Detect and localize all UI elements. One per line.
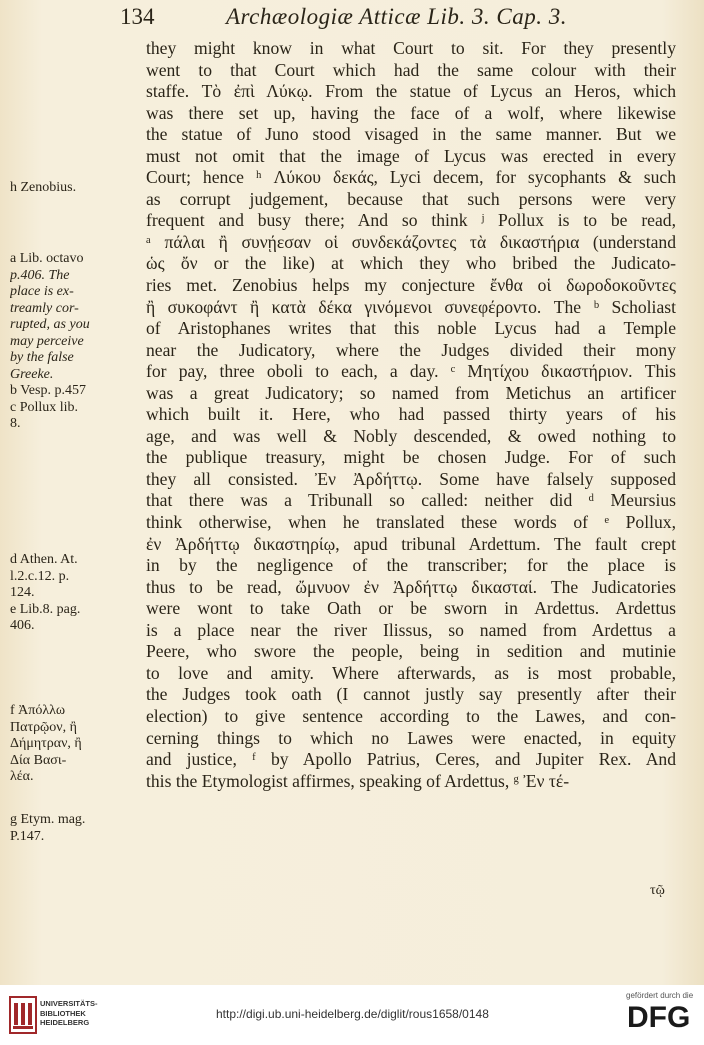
text-line: frequent and busy there; And so think ʲ Pollux is to be read, — [146, 210, 676, 231]
text-line: the Judges took oath (I cannot justly say presently after their — [146, 684, 676, 705]
text-line: and justice, ᶠ by Apollo Patrius, Ceres, and Jupiter Rex. And — [146, 749, 676, 770]
text-line: election) to give sentence according to the Lawes, and con- — [146, 705, 676, 726]
margin-note-line: f Ἀπόλλω — [10, 703, 66, 718]
margin-note-line: Δία Βασι- — [10, 752, 67, 768]
margin-note-line: b Vesp. p.457 — [10, 383, 86, 398]
library-name-line: BIBLIOTHEK — [40, 1008, 86, 1018]
margin-note-line: g Etym. mag. — [10, 812, 86, 827]
margin-note-line: c Pollux lib. — [10, 399, 79, 415]
text-line: ries met. Zenobius helps my conjecture ἔνθα οἱ δωροδοκοῦντες — [146, 275, 676, 296]
text-line: which built it. Here, who had passed thirty years of his — [146, 404, 676, 425]
margin-note-line: l.2.c.12. p. — [10, 568, 70, 584]
text-line: the statue of Juno stood visaged in the same manner. But we — [146, 124, 676, 145]
margin-note-line: 8. — [10, 416, 21, 431]
page-number: 134 — [120, 4, 155, 29]
library-name-line: HEIDELBERG — [40, 1018, 90, 1027]
margin-note-line: P.147. — [10, 828, 45, 844]
text-line: Peere, who swore the people, being in sedition and mutinie — [146, 641, 676, 662]
text-line: age, and was well & Nobly descended, & owed nothing to — [146, 425, 676, 446]
text-line: they might know in what Court to sit. For they presently — [146, 38, 676, 58]
library-name — [40, 999, 98, 1028]
text-line: the publique treasury, might be chosen Judge. For of such — [146, 447, 676, 468]
dfg-logo-text: DFG — [627, 1001, 691, 1031]
text-line: were wont to take Oath or be sworn in Ardettus. Ardettus — [146, 598, 676, 619]
margin-note-a — [10, 251, 140, 433]
text-line: is a place near the river Ilissus, so named from Ardettus a — [146, 619, 676, 640]
text-line: ἐν Ἀρδήττῳ δικαστηρίῳ, apud tribunal Ardettum. The fault crept — [146, 533, 676, 554]
text-line: was a great Judicatory; so named from Metichus an artificer — [146, 382, 676, 403]
margin-note-zenobius — [10, 180, 140, 197]
margin-note-f — [10, 703, 140, 786]
main-text-column — [146, 38, 676, 792]
running-header — [120, 4, 690, 38]
text-line: must not omit that the image of Lycus was erected in every — [146, 145, 676, 166]
text-line: staffe. Τὸ ἐπὶ Λύκῳ. From the statue of Lycus an Heros, which — [146, 81, 676, 102]
library-name-line: UNIVERSITÄTS- — [40, 999, 98, 1008]
text-line: near the Judicatory, where the Judges divided their mony — [146, 339, 676, 360]
margin-note-line: by the false — [10, 350, 74, 365]
funded-by-label: gefördert durch die — [626, 991, 694, 1000]
margin-note-line: 124. — [10, 585, 35, 600]
margin-note-line: e Lib.8. pag. — [10, 601, 81, 617]
margin-note-line: h Zenobius. — [10, 180, 77, 195]
university-library-logo-icon — [8, 995, 38, 1035]
margin-note-line: λέα. — [10, 769, 34, 784]
text-line: this the Etymologist affirmes, speaking of Ardettus, ᵍ Ἐν τέ- — [146, 770, 570, 791]
text-line: Court; hence ʰ Λύκου δεκάς, Lyci decem, for sycophants & such — [146, 167, 676, 188]
margin-note-line: treamly cor- — [10, 300, 79, 316]
text-line: ἢ συκοφάντ ἢ κατὰ δέκα γινόμενοι συνεφέροντο. The ᵇ Scholiast — [146, 296, 676, 317]
margin-note-line: Πατρῷον, ἢ — [10, 719, 77, 735]
margin-note-d — [10, 552, 140, 635]
margin-note-line: a Lib. octavo — [10, 251, 84, 266]
margin-note-line: Δήμητραν, ἢ — [10, 736, 82, 751]
text-line: was there set up, having the face of a wolf, where likewise — [146, 102, 676, 123]
text-line: they all consisted. Ἐν Ἀρδήττῳ. Some have falsely supposed — [146, 468, 676, 489]
catchword: τῷ — [650, 883, 665, 898]
text-line: thus to be read, ὤμνυον ἐν Ἀρδήττῳ δικασταί. The Judicatories — [146, 576, 676, 597]
text-line: ὡς ὄν or the like) at which they who bribed the Judicato- — [146, 253, 676, 274]
margin-note-line: p.406. The — [10, 267, 70, 283]
footer-bar — [0, 985, 704, 1045]
margin-note-line: rupted, as you — [10, 317, 90, 332]
text-line: ᵃ πάλαι ἢ συνῄεσαν οἱ συνδεκάζοντες τὰ δικαστήρια (understand — [146, 231, 676, 252]
margin-note-line: place is ex- — [10, 284, 74, 299]
margin-note-g — [10, 812, 140, 845]
running-title: Archæologiæ Atticæ Lib. 3. Cap. 3. — [226, 4, 567, 29]
margin-note-line: d Athen. At. — [10, 552, 78, 567]
text-line: for pay, three oboli to each, a day. ᶜ Μητίχου δικαστήριον. This — [146, 361, 676, 382]
margin-note-line: may perceive — [10, 333, 84, 349]
text-line: to love and amity. Where afterwards, as is most probable, — [146, 662, 676, 683]
text-line: that there was a Tribunall so called: neither did ᵈ Meursius — [146, 490, 676, 511]
dfg-logo-icon — [627, 1001, 697, 1031]
text-line: went to that Court which had the same colour with their — [146, 59, 676, 80]
text-line: in by the negligence of the transcriber; for the place is — [146, 555, 676, 576]
text-line: as corrupt judgement, because that such persons were very — [146, 188, 676, 209]
text-line: cerning things to which no Lawes were enacted, in equity — [146, 727, 676, 748]
source-url-link[interactable]: http://digi.ub.uni-heidelberg.de/diglit/rous1658/0148 — [216, 1007, 489, 1021]
margin-note-line: Greeke. — [10, 366, 54, 382]
margin-note-line: 406. — [10, 618, 35, 633]
text-line: of Aristophanes writes that this noble Lycus had a Temple — [146, 318, 676, 339]
text-line: think otherwise, when he translated these words of ᵉ Pollux, — [146, 512, 676, 533]
